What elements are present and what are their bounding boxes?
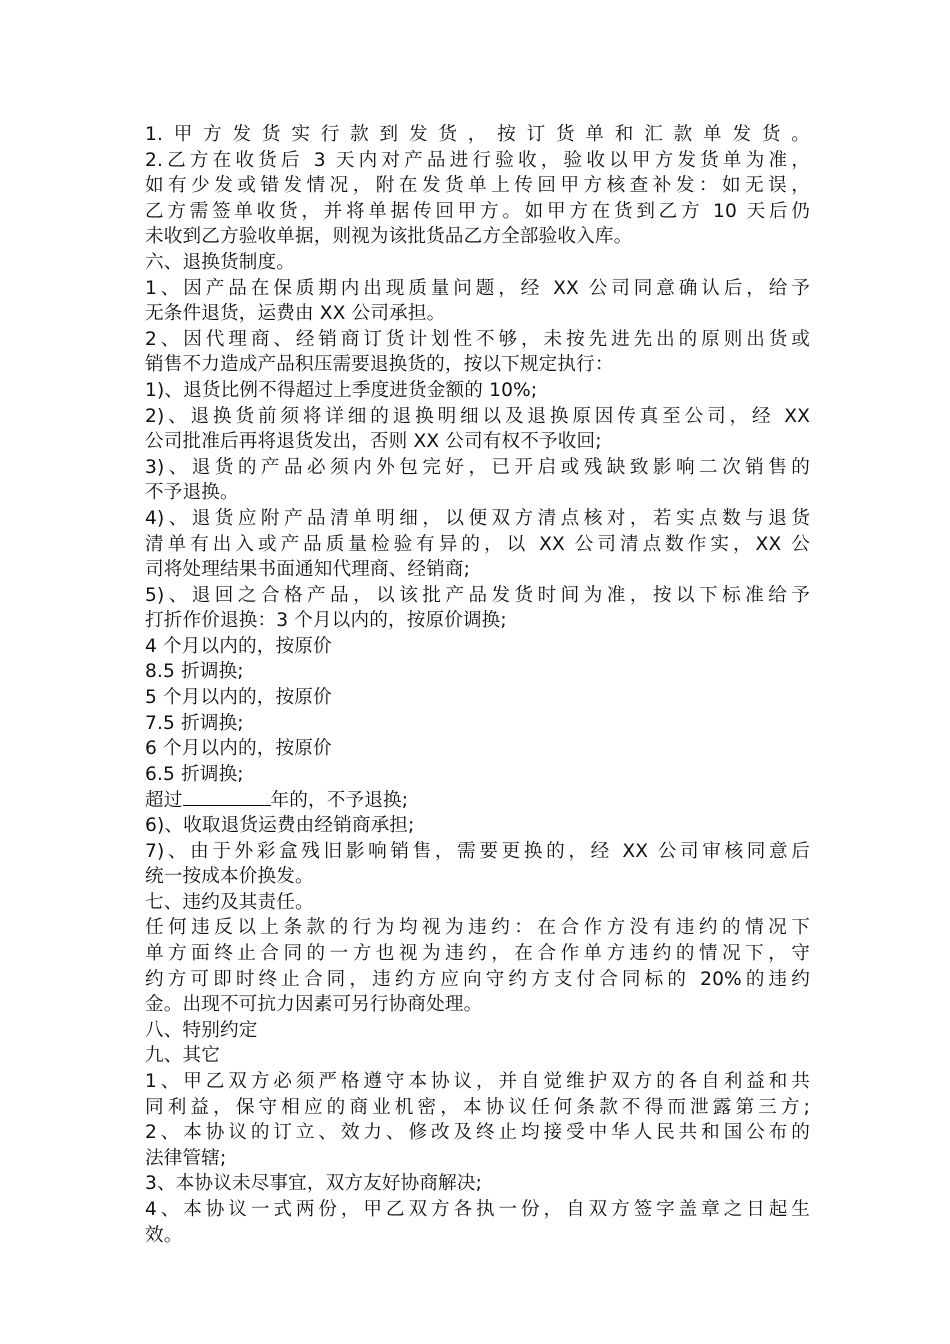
text-line: 法律管辖; [145,1147,227,1169]
text-line: 1、甲乙双方必须严格遵守本协议，并自觉维护双方的各自利益和共 [145,1070,810,1092]
text-line: 5 个月以内的，按原价 [145,687,332,709]
text-line: 金。出现不可抗力因素可另行协商处理。 [145,994,483,1016]
section-heading: 六、退换货制度。 [145,251,295,273]
text-line: 公司批准后再将退货发出，否则 XX 公司有权不予收回; [145,431,602,453]
text-line: 不予退换。 [145,482,239,504]
text-line: 乙方需签单收货，并将单据传回甲方。如甲方在货到乙方 10 天后仍 [145,200,810,222]
text-line: 效。 [145,1224,183,1246]
text-line: 3、本协议未尽事宜，双方友好协商解决; [145,1173,483,1195]
text-line: 5)、退回之合格产品，以该批产品发货时间为准，按以下标准给予 [145,584,810,606]
section-heading: 八、特别约定 [145,1019,258,1041]
text-line: 6 个月以内的，按原价 [145,738,332,760]
text-line: 4 个月以内的，按原价 [145,635,332,657]
blank-prefix: 超过 [145,790,183,812]
text-line: 无条件退货，运费由 XX 公司承担。 [145,303,446,325]
text-line: 2、因代理商、经销商订货计划性不够，未按先进先出的原则出货或 [145,328,810,350]
blank-suffix: 年的，不予退换; [270,790,409,812]
text-line: 4、本协议一式两份，甲乙双方各执一份，自双方签字盖章之日起生 [145,1198,810,1220]
text-line: 2.乙方在收货后 3 天内对产品进行验收，验收以甲方发货单为准， [145,149,810,171]
text-line: 3)、退货的产品必须内外包完好，已开启或残缺致影响二次销售的 [145,456,810,478]
text-line: 任何违反以上条款的行为均视为违约：在合作方没有违约的情况下 [145,917,810,939]
text-line: 销售不力造成产品积压需要退换货的，按以下规定执行： [145,354,614,376]
text-line: 4)、退货应附产品清单明细，以便双方清点核对，若实点数与退货 [145,507,810,529]
text-line: 1、因产品在保质期内出现质量问题，经 XX 公司同意确认后，给予 [145,277,810,299]
text-line: 如有少发或错发情况，附在发货单上传回甲方核查补发：如无误， [145,175,810,197]
text-line: 约方可即时终止合同，违约方应向守约方支付合同标的 20%的违约 [145,968,810,990]
text-line: 7)、由于外彩盒残旧影响销售，需要更换的，经 XX 公司审核同意后 [145,840,810,862]
text-line: 1)、退货比例不得超过上季度进货金额的 10%; [145,379,538,401]
fill-in-blank [183,787,271,806]
section-heading: 九、其它 [145,1045,220,1067]
text-line: 清单有出入或产品质量检验有异的，以 XX 公司清点数作实，XX 公 [145,533,810,555]
text-line: 6)、收取退货运费由经销商承担; [145,815,415,837]
blank-fill-line [145,787,810,813]
text-line: 2、本协议的订立、效力、修改及终止均接受中华人民共和国公布的 [145,1122,810,1144]
text-line: 单方面终止合同的一方也视为违约，在合作单方违约的情况下，守 [145,943,810,964]
document-body [145,122,810,1248]
section-heading: 七、违约及其责任。 [145,891,314,913]
text-line: 司将处理结果书面通知代理商、经销商; [145,559,471,581]
text-line: 打折作价退换：3 个月以内的，按原价调换; [145,610,507,632]
text-line: 1.甲方发货实行款到发货，按订货单和汇款单发货。 [145,124,810,145]
text-line: 同利益，保守相应的商业机密，本协议任何条款不得而泄露第三方; [145,1096,810,1118]
text-line: 2)、退换货前须将详细的退换明细以及退换原因传真至公司，经 XX [145,405,810,427]
text-line: 7.5 折调换; [145,712,244,734]
text-line: 未收到乙方验收单据，则视为该批货品乙方全部验收入库。 [145,226,633,248]
text-line: 8.5 折调换; [145,661,244,683]
text-line: 统一按成本价换发。 [145,866,314,888]
text-line: 6.5 折调换; [145,763,244,785]
